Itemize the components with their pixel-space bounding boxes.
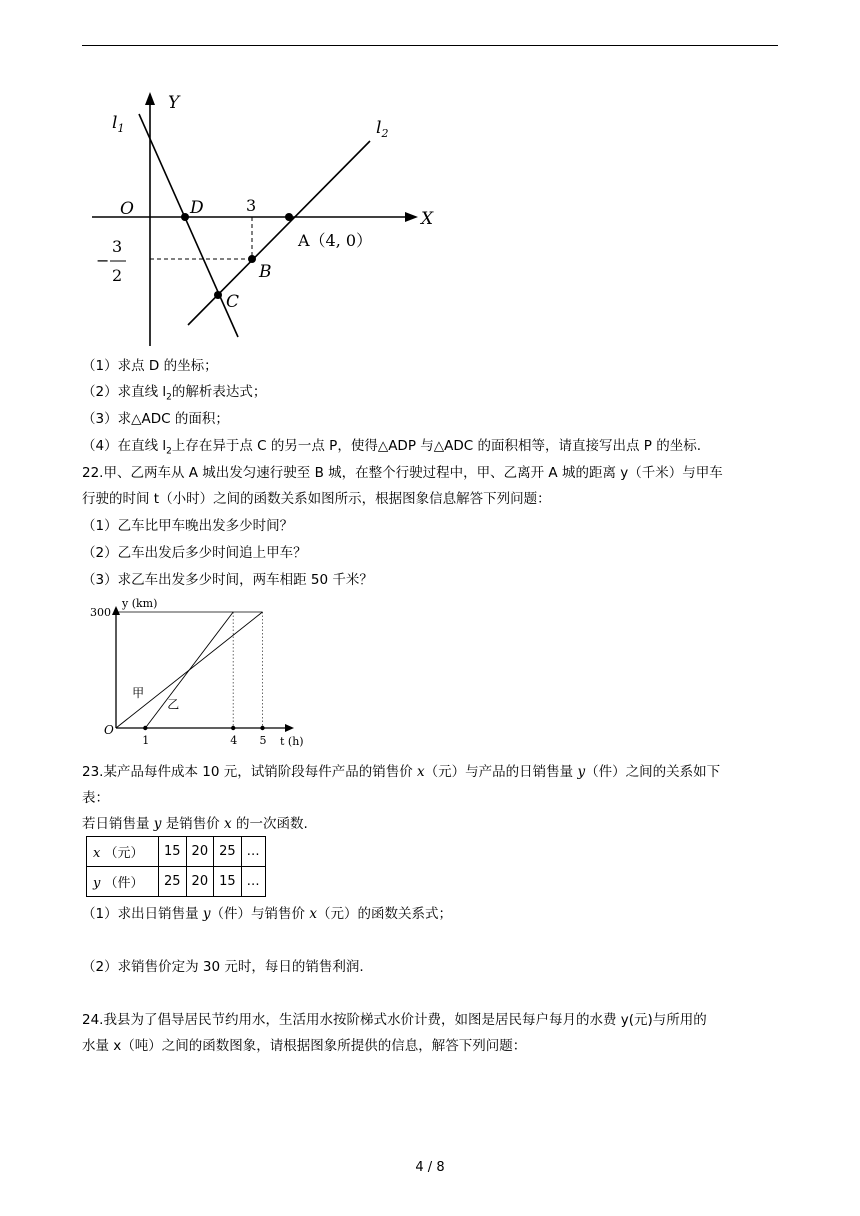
q22-stem-line2: 行驶的时间 t（小时）之间的函数关系如图所示，根据图象信息解答下列问题： bbox=[82, 491, 551, 507]
x-axis-arrow bbox=[405, 212, 418, 222]
table-cell: 15 bbox=[214, 867, 242, 897]
x-tick-label: 1 bbox=[142, 734, 150, 747]
y-axis-arrow bbox=[145, 92, 155, 105]
x-tick-label: 5 bbox=[259, 734, 267, 747]
coordinate-figure bbox=[0, 0, 860, 360]
table-row bbox=[87, 837, 266, 867]
label-c: C bbox=[226, 292, 240, 312]
q21-part-3: （3）求△ADC 的面积； bbox=[82, 411, 229, 427]
table-row bbox=[87, 867, 266, 897]
distance-time-chart bbox=[0, 590, 860, 760]
table-row-header: x （元） bbox=[87, 837, 159, 867]
series-label: 乙 bbox=[167, 697, 180, 712]
x-tick-dot bbox=[231, 726, 235, 730]
point-d bbox=[181, 213, 189, 221]
q21-part-1: （1）求点 D 的坐标； bbox=[82, 358, 218, 374]
x-tick-label: 4 bbox=[230, 734, 238, 747]
q23-stem-line1: 23.某产品每件成本 10 元，试销阶段每件产品的销售价 x（元）与产品的日销售量 y（件）之间的关系如下 bbox=[82, 764, 721, 780]
chart-x-label: t (h) bbox=[280, 735, 304, 748]
series-line bbox=[145, 612, 233, 728]
chart-y-arrow bbox=[112, 606, 120, 615]
series-label: 甲 bbox=[132, 686, 145, 701]
q23-stem-line2: 表： bbox=[82, 790, 109, 806]
frac-denominator: 2 bbox=[112, 266, 123, 285]
point-c bbox=[214, 291, 222, 299]
table-cell: … bbox=[241, 867, 265, 897]
y-tick-label: 300 bbox=[90, 606, 111, 619]
label-b: B bbox=[259, 262, 272, 282]
q22-part-1: （1）乙车比甲车晚出发多少时间？ bbox=[82, 518, 294, 534]
table-cell: 25 bbox=[214, 837, 242, 867]
point-b bbox=[248, 255, 256, 263]
table-row-header: y （件） bbox=[87, 867, 159, 897]
frac-minus: − bbox=[96, 251, 110, 270]
label-l1: $l_1$ bbox=[112, 113, 125, 135]
point-a bbox=[285, 213, 293, 221]
x-tick-dot bbox=[260, 726, 264, 730]
label-point-a: A（4, 0） bbox=[298, 231, 373, 250]
label-l2: $l_2$ bbox=[376, 118, 389, 140]
page-number: 4 / 8 bbox=[415, 1160, 445, 1175]
q21-part-2: （2）求直线 $l_2$的解析表达式； bbox=[82, 384, 267, 403]
table-cell: 25 bbox=[159, 867, 187, 897]
table-cell: 15 bbox=[159, 837, 187, 867]
frac-numerator: 3 bbox=[112, 237, 123, 256]
chart-y-label: y (km) bbox=[122, 597, 158, 610]
table-cell: 20 bbox=[186, 867, 214, 897]
q22-part-2: （2）乙车出发后多少时间追上甲车？ bbox=[82, 545, 307, 561]
q22-stem-line1: 22.甲、乙两车从 A 城出发匀速行驶至 B 城，在整个行驶过程中，甲、乙离开 A 城的距离 y（千米）与甲车 bbox=[82, 465, 723, 481]
table-cell: 20 bbox=[186, 837, 214, 867]
q22-part-3: （3）求乙车出发多少时间，两车相距 50 千米？ bbox=[82, 572, 373, 588]
q24-stem-line2: 水量 x（吨）之间的函数图象，请根据图象所提供的信息，解答下列问题： bbox=[82, 1038, 527, 1054]
q23-stem-line3: 若日销售量 y 是销售价 x 的一次函数. bbox=[82, 816, 308, 832]
q23-part-2: （2）求销售价定为 30 元时，每日的销售利润. bbox=[82, 959, 364, 975]
line-l1 bbox=[139, 114, 238, 337]
q24-stem-line1: 24.我县为了倡导居民节约用水，生活用水按阶梯式水价计费，如图是居民每户每月的水费 y(元)与所用的 bbox=[82, 1012, 707, 1028]
price-sales-table bbox=[86, 836, 266, 897]
label-d: D bbox=[190, 198, 204, 218]
q21-part-4: （4）在直线 $l_2$上存在异于点 C 的另一点 P，使得△ADP 与△ADC 的面积相等，请直接写出点 P 的坐标. bbox=[82, 438, 702, 457]
chart-x-arrow bbox=[285, 724, 294, 732]
label-origin: O bbox=[120, 199, 134, 219]
table-cell: … bbox=[241, 837, 265, 867]
chart-origin-label: O bbox=[104, 723, 114, 737]
q23-part-1: （1）求出日销售量 y（件）与销售价 x（元）的函数关系式； bbox=[82, 906, 452, 922]
tick-3: 3 bbox=[246, 196, 257, 215]
label-y: Y bbox=[168, 93, 180, 113]
label-x: X bbox=[421, 209, 434, 229]
